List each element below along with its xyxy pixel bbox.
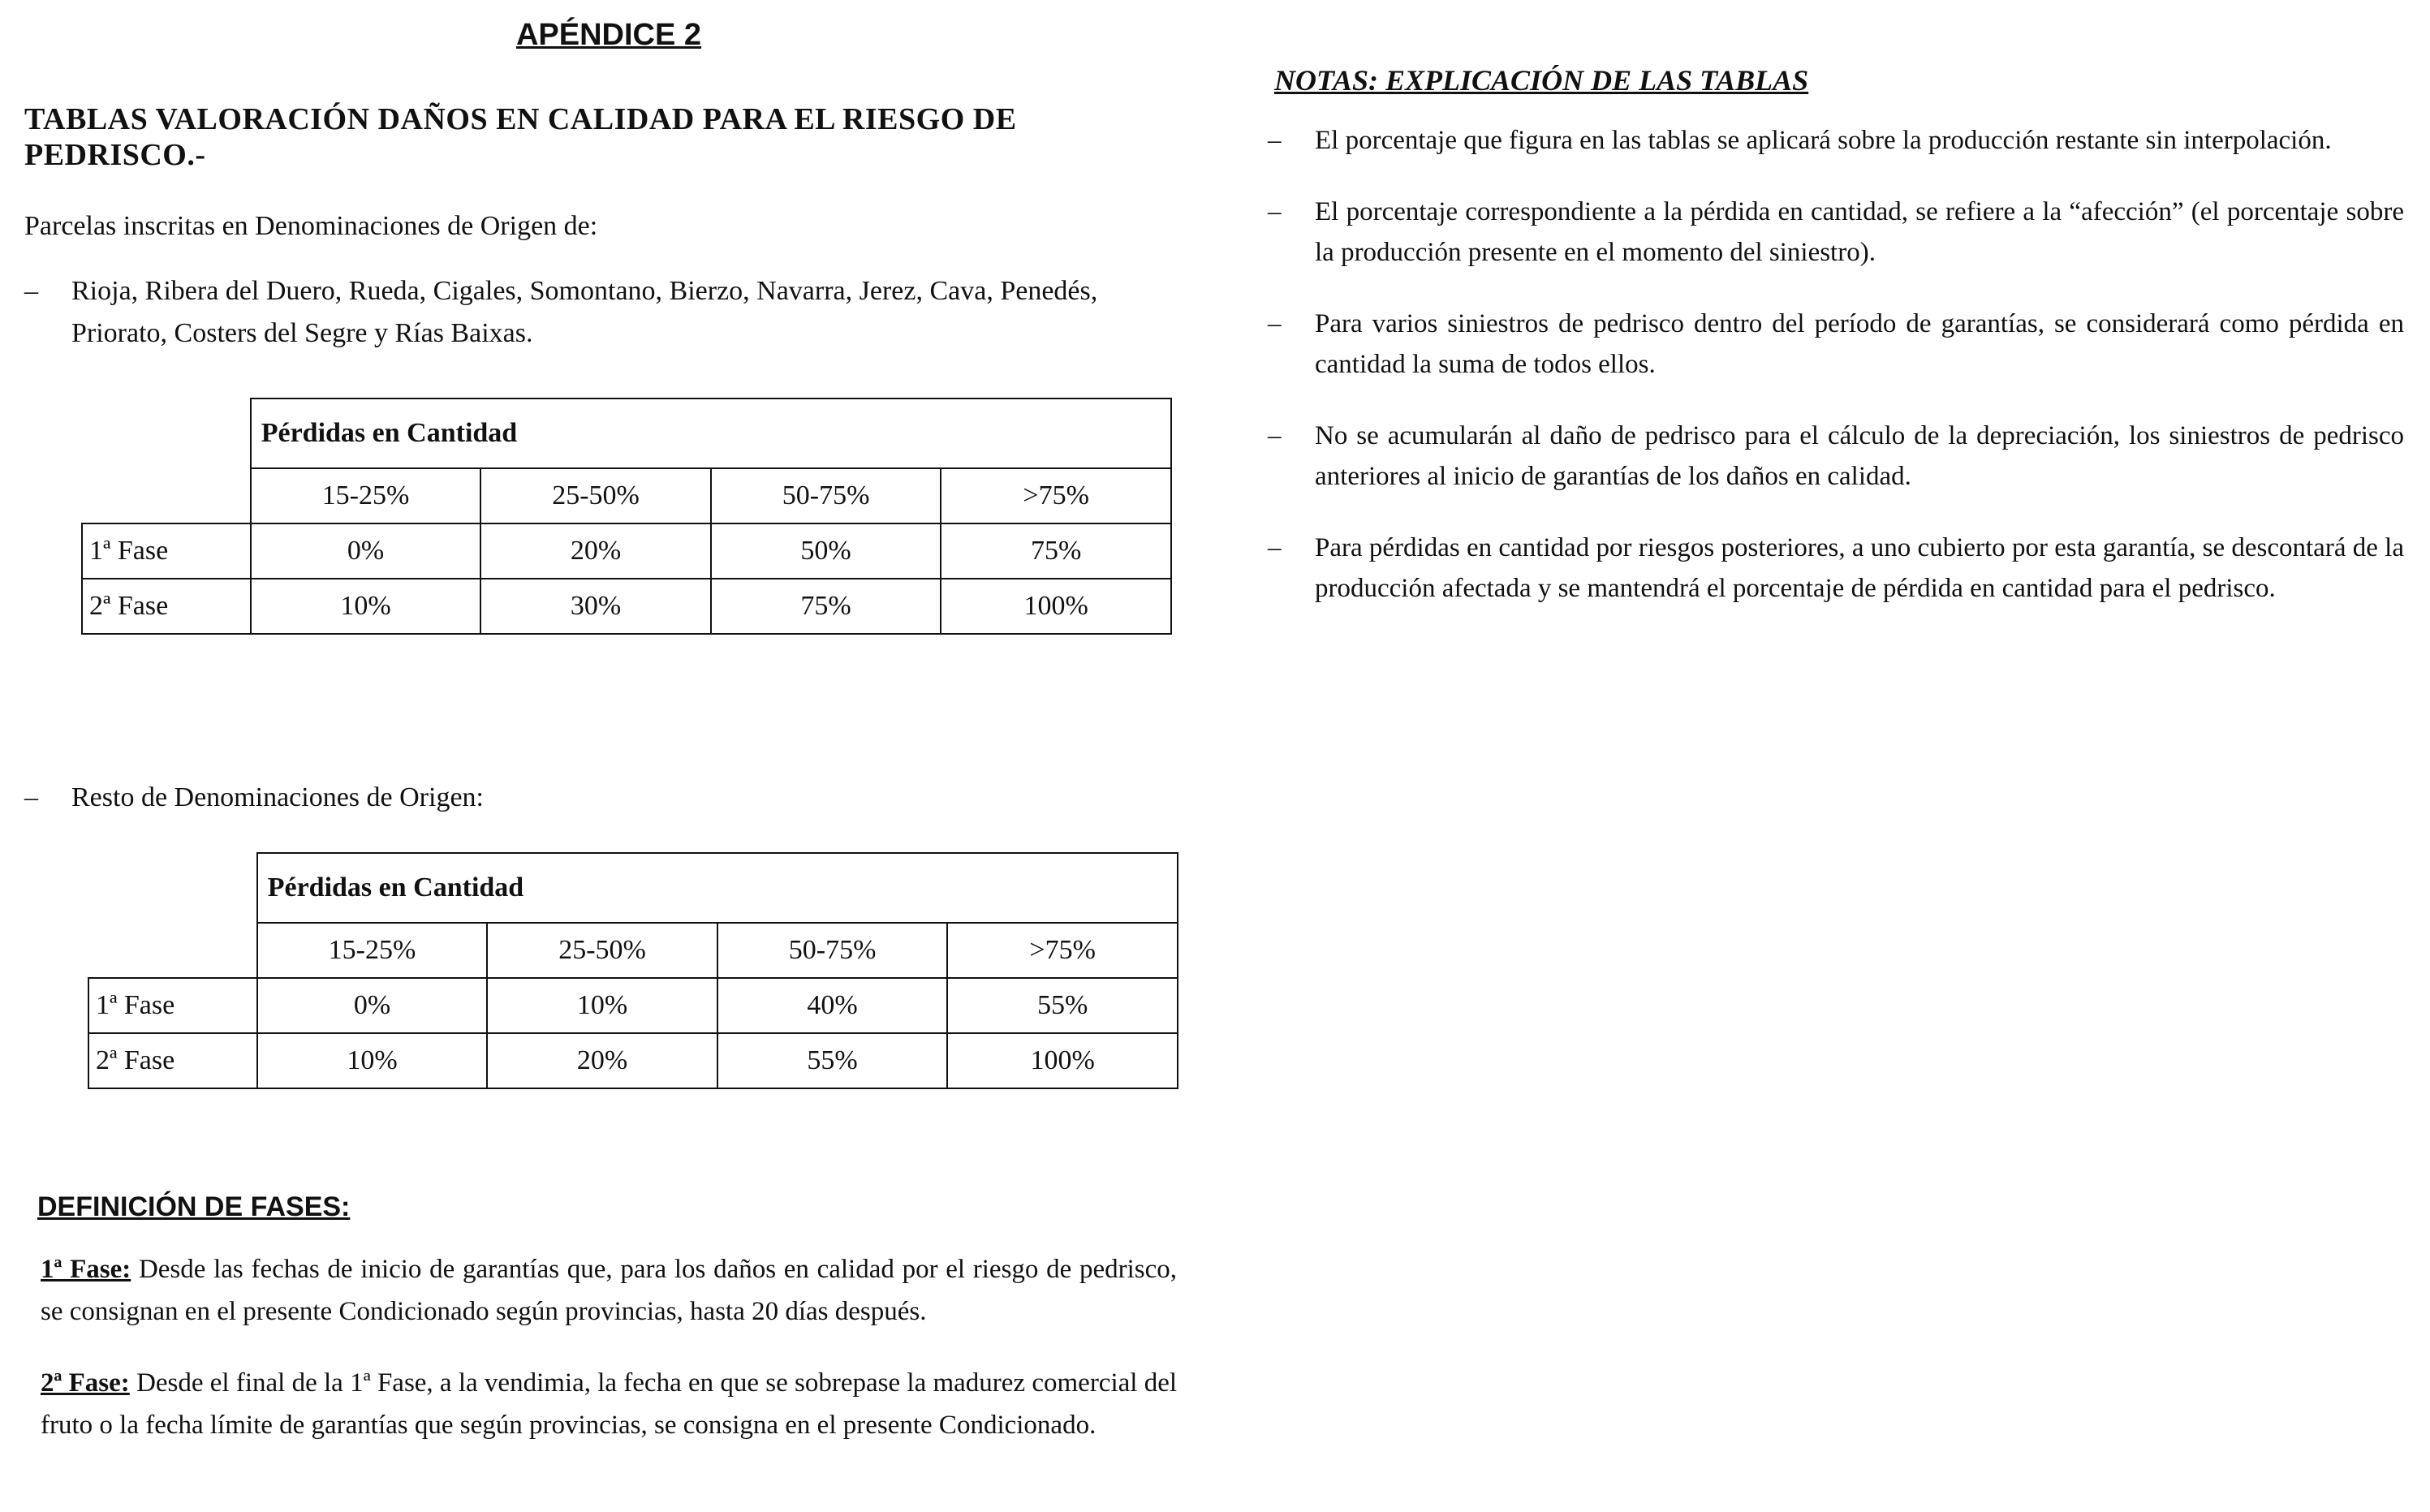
table-cell: 30% bbox=[480, 579, 711, 634]
phase-label: 1ª Fase bbox=[88, 978, 257, 1033]
intro-text: Parcelas inscritas en Denominaciones de Origen de: bbox=[24, 211, 598, 241]
table-cell: 0% bbox=[257, 978, 488, 1033]
dash-bullet: – bbox=[1268, 197, 1282, 226]
main-title: TABLAS VALORACIÓN DAÑOS EN CALIDAD PARA EL RIESGO DE PEDRISCO.- bbox=[24, 102, 1017, 172]
table-cell: 0% bbox=[251, 523, 481, 579]
appendix-title: APÉNDICE 2 bbox=[515, 18, 702, 52]
note-text: No se acumularán al daño de pedrisco para el cálculo de la depreciación, los siniestros de pedrisco anteriores al inicio de garantías de los daños en calidad. bbox=[1315, 421, 2404, 491]
column-header: 25-50% bbox=[487, 923, 717, 978]
note-item bbox=[1268, 120, 2404, 161]
note-item bbox=[1268, 528, 2404, 609]
phase2-text: Desde el final de la 1ª Fase, a la vendimia, la fecha en que se sobrepase la madurez comercial del fruto o la fecha límite de garantías que según provincias, se consigna en el presente Condicionado. bbox=[41, 1368, 1178, 1440]
column-header: 50-75% bbox=[717, 923, 948, 978]
column-header: 15-25% bbox=[257, 923, 488, 978]
phase2-definition bbox=[41, 1362, 1177, 1446]
table-row bbox=[82, 523, 1171, 579]
note-text: Para pérdidas en cantidad por riesgos posteriores, a uno cubierto por esta garantía, se descontará de la producción afectada y se mantendrá el porcentaje de pérdida en cantidad para el pedrisco. bbox=[1315, 533, 2404, 603]
dash-bullet: – bbox=[1268, 533, 1282, 562]
blank-cell bbox=[88, 923, 257, 978]
table-cell: 20% bbox=[480, 523, 711, 579]
column-header: >75% bbox=[947, 923, 1178, 978]
table-cell: 100% bbox=[941, 579, 1171, 634]
dash-bullet: – bbox=[1268, 309, 1282, 338]
dash-bullet: – bbox=[1268, 126, 1282, 155]
table-header-row bbox=[88, 853, 1178, 923]
notes-title: NOTAS: EXPLICACIÓN DE LAS TABLAS bbox=[1274, 64, 1809, 97]
rest-origin-text: Resto de Denominaciones de Origen: bbox=[71, 782, 484, 812]
column-header: 25-50% bbox=[480, 468, 711, 523]
valuation-table-2 bbox=[88, 852, 1178, 1089]
column-header: 15-25% bbox=[251, 468, 481, 523]
dash-bullet: – bbox=[24, 276, 38, 306]
phase1-text: Desde las fechas de inicio de garantías que, para los daños en calidad por el riesgo de pedrisco, se consignan en el presente Condicionado según provincias, hasta 20 días después. bbox=[41, 1255, 1178, 1326]
table-cell: 10% bbox=[257, 1033, 488, 1088]
note-text: Para varios siniestros de pedrisco dentro del período de garantías, se considerará como pérdida en cantidad la suma de todos ellos. bbox=[1315, 309, 2404, 379]
table-cell: 75% bbox=[941, 523, 1171, 579]
table-cell: 20% bbox=[487, 1033, 717, 1088]
definitions-title: DEFINICIÓN DE FASES: bbox=[37, 1191, 351, 1222]
table-header: Pérdidas en Cantidad bbox=[251, 398, 1171, 468]
blank-cell bbox=[82, 468, 251, 523]
table-cell: 55% bbox=[717, 1033, 948, 1088]
table-columns-row bbox=[88, 923, 1178, 978]
blank-cell bbox=[88, 853, 257, 923]
table-header-row bbox=[82, 398, 1171, 468]
phase1-definition bbox=[41, 1248, 1177, 1333]
phase-label: 2ª Fase bbox=[82, 579, 251, 634]
table-cell: 75% bbox=[711, 579, 941, 634]
table-cell: 55% bbox=[947, 978, 1178, 1033]
table-columns-row bbox=[82, 468, 1171, 523]
table-cell: 40% bbox=[717, 978, 948, 1033]
table-row bbox=[88, 978, 1178, 1033]
dash-bullet: – bbox=[1268, 421, 1282, 450]
valuation-table-1 bbox=[81, 398, 1172, 635]
note-text: El porcentaje que figura en las tablas se aplicará sobre la producción restante sin interpolación. bbox=[1315, 126, 2332, 155]
table-header: Pérdidas en Cantidad bbox=[257, 853, 1178, 923]
note-item bbox=[1268, 416, 2404, 497]
phase1-label: 1ª Fase: bbox=[41, 1255, 131, 1284]
phase-label: 1ª Fase bbox=[82, 523, 251, 579]
notes-column bbox=[1268, 63, 2404, 640]
table-cell: 10% bbox=[251, 579, 481, 634]
column-header: 50-75% bbox=[711, 468, 941, 523]
table-row bbox=[82, 579, 1171, 634]
table-cell: 100% bbox=[947, 1033, 1178, 1088]
table-cell: 10% bbox=[487, 978, 717, 1033]
phase-label: 2ª Fase bbox=[88, 1033, 257, 1088]
phase2-label: 2ª Fase: bbox=[41, 1368, 130, 1398]
origin-list-text: Rioja, Ribera del Duero, Rueda, Cigales, Somontano, Bierzo, Navarra, Jerez, Cava, Penedés, Priorato, Costers del Segre y Rías Baixas. bbox=[71, 276, 1098, 348]
table-cell: 50% bbox=[711, 523, 941, 579]
dash-bullet: – bbox=[24, 782, 38, 812]
rest-origin-item bbox=[24, 777, 1193, 819]
blank-cell bbox=[82, 398, 251, 468]
note-item bbox=[1268, 304, 2404, 385]
origin-list-item bbox=[24, 270, 1193, 355]
table-row bbox=[88, 1033, 1178, 1088]
note-item bbox=[1268, 192, 2404, 273]
note-text: El porcentaje correspondiente a la pérdida en cantidad, se refiere a la “afección” (el porcentaje sobre la producción presente en el momento del siniestro). bbox=[1315, 197, 2404, 267]
column-header: >75% bbox=[941, 468, 1171, 523]
